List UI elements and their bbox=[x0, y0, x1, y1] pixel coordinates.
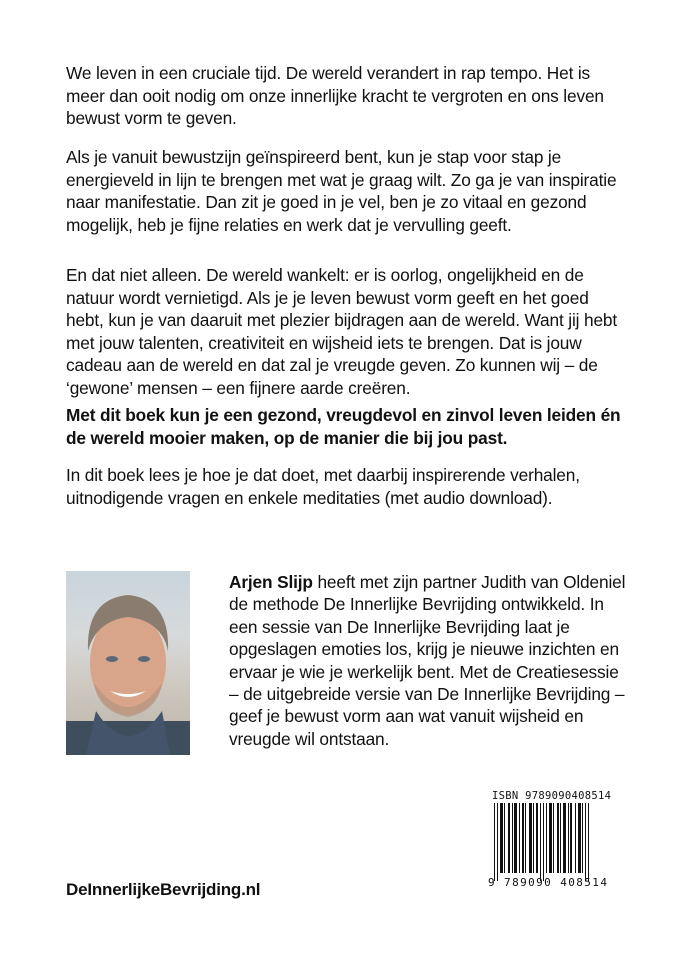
website-url[interactable]: DeInnerlijkeBevrijding.nl bbox=[66, 880, 261, 899]
author-bio-text: heeft met zijn partner Judith van Oldeniel de methode De Innerlijke Bevrijding ontwikkeld. In een sessie van De Innerlijke Bevrijding laat je opgeslagen emoties los, krijg je nieuwe inzichten en ervaar je wie je werkelijk bent. Met de Creatiesessie – de uitgebreide versie van De Innerlijke Bevrijding – geef je bewust vorm aan wat vanuit wijsheid en vreugde wil ontstaan. bbox=[229, 572, 626, 749]
barcode-digits: 9 789090 408514 bbox=[488, 876, 609, 889]
world-paragraph: En dat niet alleen. De wereld wankelt: er is oorlog, ongelijkheid en de natuur wordt vernietigd. Als je je leven bewust vorm geeft en het goed hebt, kun je van daaruit met plezier bijdragen aan de wereld. Want jij hebt met jouw talenten, creativiteit en wijsheid iets te brengen. Dat is jouw cadeau aan de wereld en dat zal je vreugde geven. Zo kunnen wij – de ‘gewone’ mensen – een fijnere aarde creëren. bbox=[66, 265, 618, 398]
book-contents-paragraph: In dit boek lees je hoe je dat doet, met daarbij inspirerende verhalen, uitnodigende vragen en enkele meditaties (met audio download). bbox=[66, 465, 580, 508]
intro-paragraph: We leven in een cruciale tijd. De wereld verandert in rap tempo. Het is meer dan ooit nodig om onze innerlijke kracht te vergroten en ons leven bewust vorm te geven. bbox=[66, 63, 604, 129]
inspiration-paragraph: Als je vanuit bewustzijn geïnspireerd bent, kun je stap voor stap je energieveld in lijn te brengen met wat je graag wilt. Zo ga je van inspiratie naar manifestatie. Dan zit je goed in je vel, ben je zo vitaal en gezond mogelijk, heb je fijne relaties en werk dat je vervulling geeft. bbox=[66, 147, 617, 235]
barcode-bars bbox=[494, 803, 614, 877]
isbn-label: ISBN 9789090408514 bbox=[492, 790, 612, 802]
author-name: Arjen Slijp bbox=[229, 572, 313, 592]
isbn-barcode bbox=[488, 790, 618, 890]
author-bio bbox=[229, 571, 629, 750]
author-photo bbox=[66, 571, 190, 755]
key-message-paragraph: Met dit boek kun je een gezond, vreugdevol en zinvol leven leiden én de wereld mooier maken, op de manier die bij jou past. bbox=[66, 405, 621, 448]
